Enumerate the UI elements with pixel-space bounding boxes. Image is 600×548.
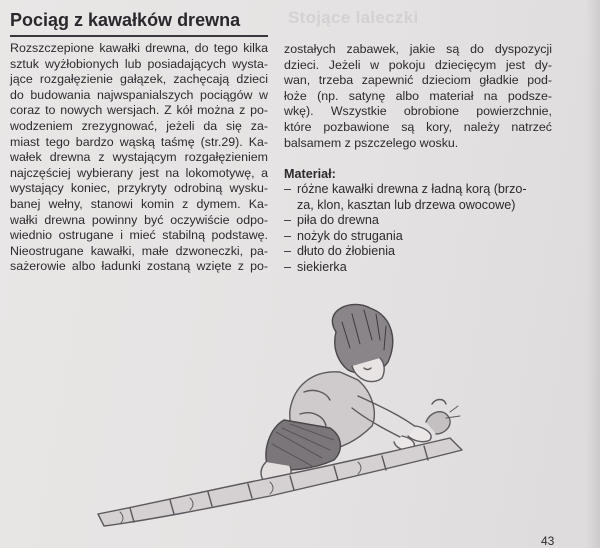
title-underline: [10, 35, 268, 37]
text-line: do budowania najwspanialszych pociągów w: [10, 87, 268, 102]
text-line: balsamem z pszczelego wosku.: [284, 135, 459, 150]
text-line: wałki drewna powinny być oczywiście odpo-: [10, 212, 268, 227]
text-line: Rozszczepione kawałki drewna, do tego kilka: [10, 41, 268, 55]
text-line: coraz to nowych wersjach. Z kół można z po-: [10, 103, 268, 118]
text-line: jące rozgałęzienie gałązek, zachęcają dzieci: [10, 72, 268, 87]
text-line: zostałych zabawek, jakie są do dyspozycji: [284, 42, 552, 56]
text-line: wystający koniec, przykryty odrobiną wysku-: [10, 181, 268, 196]
materials-heading: Materiał:: [284, 167, 336, 181]
text-line: najczęściej wybierany jest na lokomotywę, a: [10, 165, 268, 180]
text-line: dzieci. Jeżeli w pokoju dziecięcym jest dy-: [284, 57, 552, 72]
text-line: które pozbawione są kory, należy natrzeć: [284, 119, 552, 134]
materials-item: – piła do drewna: [284, 213, 554, 229]
text-line: wan, trzeba zapewnić dzieciom gładkie pod-: [284, 73, 552, 88]
materials-item: – siekierka: [284, 260, 554, 276]
text-line: wałek drewna z wystającym rozgałęzieniem: [10, 150, 268, 165]
text-line: wodzeniem zrezygnować, jeżeli da się za-: [10, 118, 268, 133]
text-line: wiednio ostrugane i mieć stabilną podstawę.: [10, 228, 268, 243]
text-line: sażerowie albo ładunki zostaną wzięte z po-: [10, 259, 268, 274]
page-number: 43: [541, 534, 555, 548]
left-text-column: [10, 41, 268, 275]
materials-list: [284, 182, 554, 275]
text-line: Nieostrugane kawałki, małe dzwoneczki, pa-: [10, 243, 268, 258]
text-line: banej wełny, stanowi komin z dymem. Ka-: [10, 196, 268, 211]
child-playing-with-wooden-train-illustration: [90, 300, 510, 530]
materials-item-continuation: za, klon, kasztan lub drzewa owocowe): [297, 197, 516, 212]
materials-item: – różne kawałki drewna z ładną korą (brzo-: [284, 182, 554, 198]
page-edge-shadow: [586, 0, 600, 548]
text-line: łoże (np. satynę albo materiał na podsze-: [284, 88, 552, 103]
materials-item: – nożyk do strugania: [284, 229, 554, 245]
right-text-column: [284, 42, 552, 151]
text-line: sztuk wyżłobionych lub posiadających wysta-: [10, 56, 268, 71]
text-line: wkę). Wszystkie obrobione powierzchnie,: [284, 104, 552, 119]
page-title: Pociąg z kawałków drewna: [10, 10, 241, 30]
materials-item: – dłuto do żłobienia: [284, 244, 554, 260]
show-through-heading: Stojące laleczki: [288, 8, 419, 27]
text-line: miast tego bardzo wąską taśmę (str.29). Ka-: [10, 134, 268, 149]
